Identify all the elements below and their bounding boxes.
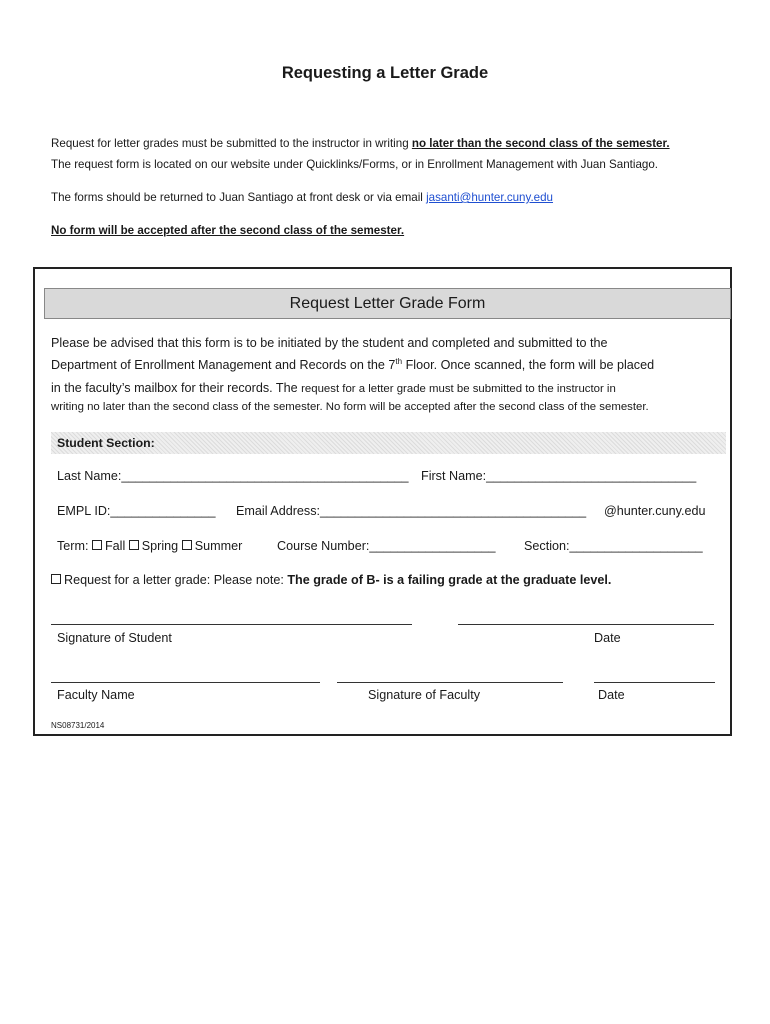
fall-label: Fall <box>104 539 126 553</box>
last-name-field[interactable]: Last Name:_________________________________________ <box>57 469 409 483</box>
date-label-2: Date <box>598 688 625 702</box>
faculty-date-line[interactable] <box>594 682 715 683</box>
intro-deadline: no later than the second class of the semester. <box>411 137 670 150</box>
student-section-heading: Student Section: <box>51 432 726 454</box>
intro-line-2: The request form is located on our website under Quicklinks/Forms, or in Enrollment Management with Juan Santiago. <box>51 158 659 171</box>
letter-grade-checkbox[interactable] <box>51 574 61 584</box>
advisory-line-2 <box>51 357 654 372</box>
form-code: NS08731/2014 <box>51 721 105 730</box>
course-number-field[interactable]: Course Number:__________________ <box>277 539 496 553</box>
fall-checkbox[interactable] <box>92 540 102 550</box>
summer-checkbox[interactable] <box>182 540 192 550</box>
signature-faculty-label: Signature of Faculty <box>368 688 481 702</box>
advisory-line-1: Please be advised that this form is to be initiated by the student and completed and submitted to the <box>51 336 608 350</box>
request-note: The grade of B- is a failing grade at the graduate level. <box>287 573 612 587</box>
email-address-field[interactable]: Email Address:______________________________________ <box>236 504 587 518</box>
term-row <box>57 539 242 553</box>
form-header: Request Letter Grade Form <box>44 288 731 319</box>
student-date-line[interactable] <box>458 624 714 625</box>
spring-checkbox[interactable] <box>129 540 139 550</box>
advisory-line-2a: Department of Enrollment Management and Records on the 7 <box>51 358 396 373</box>
intro-warning: No form will be accepted after the second class of the semester. <box>51 224 405 237</box>
student-signature-line[interactable] <box>51 624 412 625</box>
date-label: Date <box>594 631 621 645</box>
advisory-line-4: writing no later than the second class of the semester. No form will be accepted after the second class of the semester. <box>51 401 649 413</box>
faculty-name-label: Faculty Name <box>57 688 135 702</box>
advisory-line-3 <box>51 379 616 397</box>
page-title: Requesting a Letter Grade <box>281 64 489 82</box>
request-text: Request for a letter grade: Please note: <box>64 573 288 587</box>
email-link[interactable]: jasanti@hunter.cuny.edu <box>426 191 554 204</box>
faculty-signature-line[interactable] <box>337 682 563 683</box>
request-row <box>51 573 611 587</box>
intro-line-3-text: The forms should be returned to Juan Santiago at front desk or via email <box>51 191 427 204</box>
advisory-superscript: th <box>395 357 403 366</box>
first-name-field[interactable]: First Name:______________________________ <box>421 469 697 483</box>
email-domain: @hunter.cuny.edu <box>604 504 706 518</box>
term-label: Term: <box>57 539 89 553</box>
faculty-name-line[interactable] <box>51 682 320 683</box>
intro-line-1-text: Request for letter grades must be submitted to the instructor in writing <box>51 137 412 150</box>
summer-label: Summer <box>194 539 243 553</box>
spring-label: Spring <box>141 539 179 553</box>
intro-line-1 <box>51 137 670 150</box>
signature-student-label: Signature of Student <box>57 631 172 645</box>
intro-line-3 <box>51 191 553 204</box>
empl-id-field[interactable]: EMPL ID:_______________ <box>57 504 216 518</box>
section-field[interactable]: Section:___________________ <box>524 539 703 553</box>
advisory-line-3a: in the faculty’s mailbox for their records. The <box>51 381 302 395</box>
advisory-line-2b: Floor. Once scanned, the form will be placed <box>402 358 655 373</box>
advisory-line-3b: request for a letter grade must be submitted to the instructor in <box>301 383 616 395</box>
